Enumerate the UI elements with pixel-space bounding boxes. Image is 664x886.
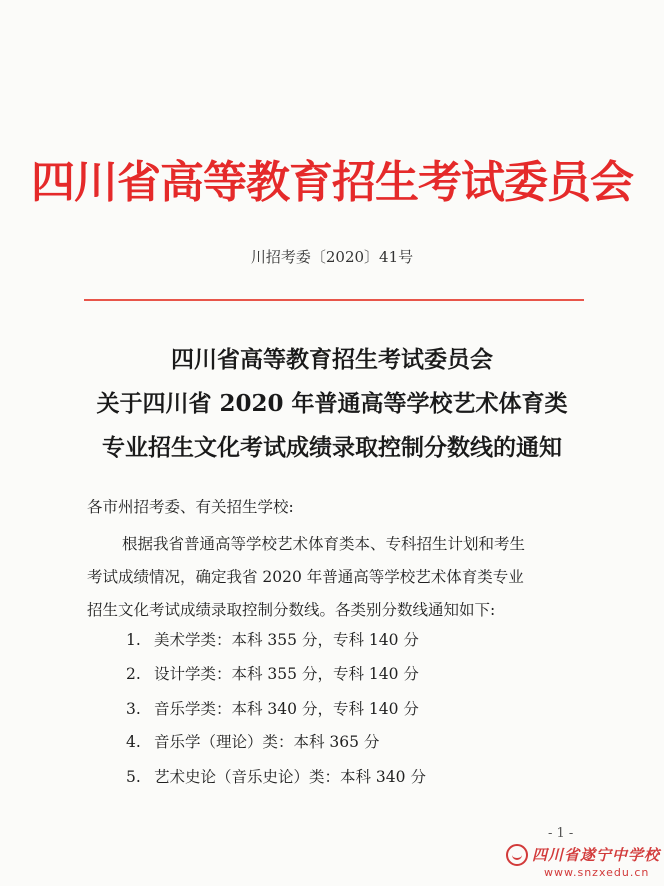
watermark-name: 四川省遂宁中学校 bbox=[532, 846, 661, 864]
paragraph-line-1: 根据我省普通高等学校艺术体育类本、专科招生计划和考生 bbox=[122, 535, 526, 553]
school-watermark bbox=[500, 838, 664, 886]
list-item bbox=[126, 697, 419, 719]
issuer-header: 四川省高等教育招生考试委员会 bbox=[31, 157, 633, 208]
list-item bbox=[126, 730, 379, 752]
list-item bbox=[126, 662, 419, 684]
list-item bbox=[126, 765, 426, 787]
paragraph-line-2: 考试成绩情况，确定我省 2020 年普通高等学校艺术体育类专业 bbox=[87, 568, 524, 586]
page-number: - 1 - bbox=[548, 826, 574, 841]
paragraph-line-3: 招生文化考试成绩录取控制分数线。各类别分数线通知如下: bbox=[87, 601, 496, 619]
salutation: 各市州招考委、有关招生学校: bbox=[87, 498, 294, 516]
watermark-url: www.snzxedu.cn bbox=[544, 866, 650, 879]
title-line-2: 关于四川省 2020 年普通高等学校艺术体育类 bbox=[96, 390, 568, 417]
list-item-number: 5. bbox=[126, 768, 141, 786]
list-item-number: 1. bbox=[126, 631, 141, 649]
list-item-text: 美术学类：本科 355 分，专科 140 分 bbox=[154, 631, 419, 649]
list-item-text: 设计学类：本科 355 分，专科 140 分 bbox=[154, 665, 419, 683]
list-item-number: 3. bbox=[126, 700, 141, 718]
list-item-text: 音乐学（理论）类：本科 365 分 bbox=[154, 733, 380, 751]
list-item-text: 艺术史论（音乐史论）类：本科 340 分 bbox=[154, 768, 426, 786]
document-number: 川招考委〔2020〕41号 bbox=[250, 248, 414, 266]
list-item-number: 4. bbox=[126, 733, 141, 751]
list-item bbox=[126, 628, 419, 650]
list-item-number: 2. bbox=[126, 665, 141, 683]
red-divider bbox=[84, 299, 584, 301]
title-line-1: 四川省高等教育招生考试委员会 bbox=[171, 346, 493, 373]
title-line-3: 专业招生文化考试成绩录取控制分数线的通知 bbox=[102, 434, 562, 461]
school-logo-icon bbox=[506, 844, 528, 866]
list-item-text: 音乐学类：本科 340 分，专科 140 分 bbox=[154, 700, 419, 718]
